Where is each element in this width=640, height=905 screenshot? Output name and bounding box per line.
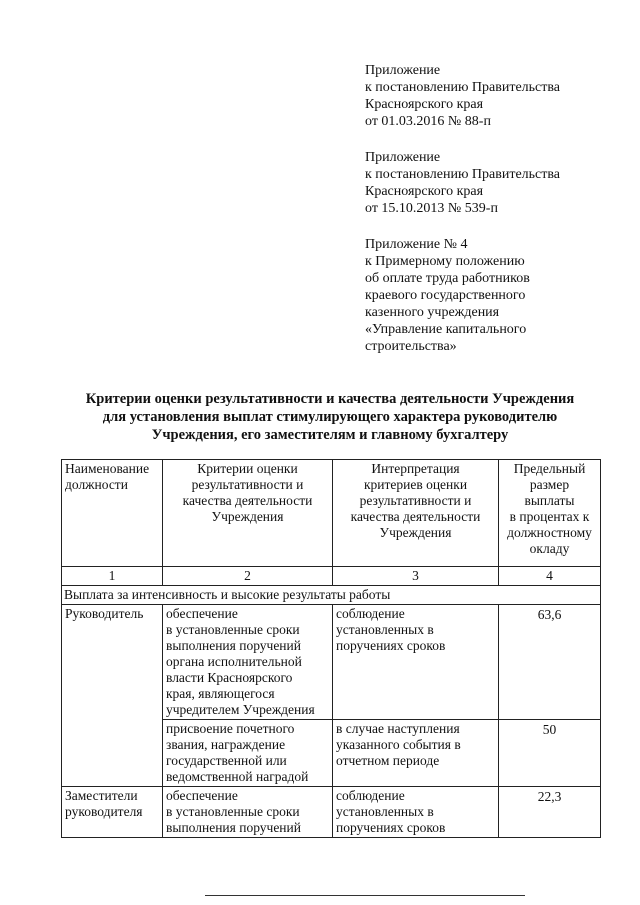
header-line: должностному: [507, 525, 592, 540]
table-row: [62, 605, 601, 720]
header-line: в процентах к: [509, 509, 590, 524]
cell-line: соблюдение: [336, 788, 405, 803]
position-cell: [62, 787, 163, 838]
title-line: для установления выплат стимулирующего характера руководителю: [102, 409, 558, 425]
header-line: Интерпретация: [371, 461, 460, 476]
header-line: результативности и: [359, 493, 472, 508]
section-title: Выплата за интенсивность и высокие результаты работы: [62, 586, 601, 605]
bottom-divider: [205, 895, 525, 896]
position-cell: Руководитель: [62, 605, 163, 787]
title-line: Учреждения, его заместителям и главному бухгалтеру: [151, 427, 509, 443]
annex-line: краевого государственного: [365, 288, 526, 303]
cell-line: власти Красноярского: [166, 670, 293, 685]
column-number-row: [62, 567, 601, 586]
header-line: Учреждения: [379, 525, 452, 540]
header-line: качества деятельности: [182, 493, 313, 508]
cell-line: обеспечение: [166, 788, 238, 803]
cell-line: Заместители: [65, 788, 138, 803]
header-line: Учреждения: [211, 509, 284, 524]
annex-line: к Примерному положению: [365, 254, 525, 269]
annex-line: от 01.03.2016 № 88-п: [365, 114, 491, 129]
cell-line: установленных в: [336, 804, 434, 819]
cell-line: края, являющегося: [166, 686, 275, 701]
annex-line: Приложение: [365, 150, 441, 165]
cell-line: отчетном периоде: [336, 753, 440, 768]
cell-line: государственной или: [166, 753, 287, 768]
cell-line: ведомственной наградой: [166, 769, 309, 784]
annex-line: от 15.10.2013 № 539-п: [365, 201, 498, 216]
cell-line: соблюдение: [336, 606, 405, 621]
annex-line: к постановлению Правительства: [365, 167, 561, 182]
annex-line: об оплате труда работников: [365, 271, 530, 286]
interpretation-cell: [333, 720, 499, 787]
cell-line: выполнения поручений: [166, 820, 301, 835]
header-position: [62, 460, 163, 567]
cell-line: руководителя: [65, 804, 143, 819]
criterion-cell: [163, 720, 333, 787]
annex-line: к постановлению Правительства: [365, 80, 561, 95]
header-line: Критерии оценки: [197, 461, 298, 476]
title-line: Критерии оценки результативности и качества деятельности Учреждения: [85, 391, 575, 407]
interpretation-cell: [333, 605, 499, 720]
annex-line: «Управление капитального: [365, 322, 527, 337]
cell-line: поручениях сроков: [336, 820, 446, 835]
cell-line: учредителем Учреждения: [166, 702, 315, 717]
cell-line: указанного события в: [336, 737, 461, 752]
header-line: качества деятельности: [350, 509, 481, 524]
header-criteria: [163, 460, 333, 567]
header-line: выплаты: [524, 493, 575, 508]
cell-line: звания, награждение: [166, 737, 286, 752]
cell-line: органа исполнительной: [166, 654, 302, 669]
payment-value-cell: 22,3: [499, 787, 601, 838]
payment-value-cell: 50: [499, 720, 601, 787]
annex-line: Красноярского края: [365, 184, 484, 199]
column-number: 4: [499, 567, 601, 586]
criterion-cell: [163, 787, 333, 838]
annex-line: Приложение: [365, 63, 441, 78]
payment-value-cell: 63,6: [499, 605, 601, 720]
annex-line: Приложение № 4: [365, 237, 468, 252]
header-line: Предельный: [513, 461, 586, 476]
table-header-row: [62, 460, 601, 567]
header-line: должности: [65, 477, 128, 492]
cell-line: обеспечение: [166, 606, 238, 621]
header-line: размер: [529, 477, 570, 492]
column-number: 2: [163, 567, 333, 586]
cell-line: в случае наступления: [336, 721, 460, 736]
interpretation-cell: [333, 787, 499, 838]
column-number: 3: [333, 567, 499, 586]
header-interpretation: [333, 460, 499, 567]
criteria-table: [61, 459, 601, 838]
cell-line: в установленные сроки: [166, 622, 300, 637]
cell-line: установленных в: [336, 622, 434, 637]
header-line: результативности и: [191, 477, 304, 492]
header-line: критериев оценки: [363, 477, 468, 492]
cell-line: поручениях сроков: [336, 638, 446, 653]
header-max-payment: [499, 460, 601, 567]
cell-line: в установленные сроки: [166, 804, 300, 819]
annex-line: строительства»: [365, 339, 457, 354]
annex-line: Красноярского края: [365, 97, 484, 112]
annex-block-1: [365, 62, 560, 130]
table-row: [62, 787, 601, 838]
cell-line: выполнения поручений: [166, 638, 301, 653]
header-line: окладу: [529, 541, 570, 556]
annex-block-3: [365, 236, 530, 355]
cell-line: присвоение почетного: [166, 721, 295, 736]
section-row: [62, 586, 601, 605]
document-title: [50, 390, 610, 444]
annex-block-2: [365, 149, 560, 217]
annex-line: казенного учреждения: [365, 305, 500, 320]
criterion-cell: [163, 605, 333, 720]
header-line: Наименование: [65, 461, 150, 476]
column-number: 1: [62, 567, 163, 586]
